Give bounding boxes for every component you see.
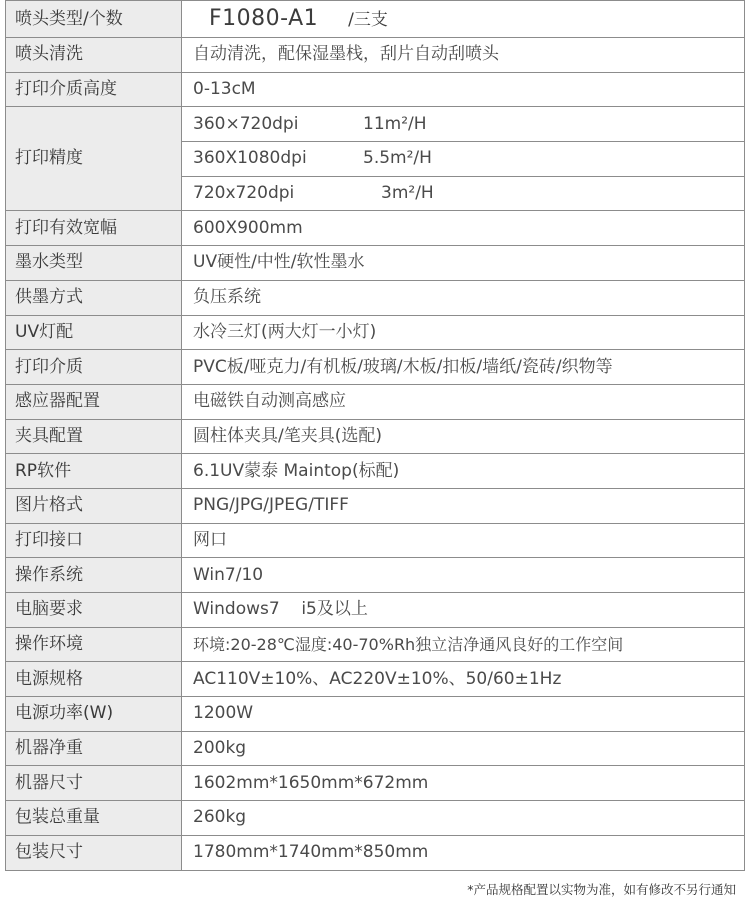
spec-label: 电源规格	[6, 662, 182, 697]
precision-entry	[182, 142, 745, 177]
footnote: *产品规格配置以实物为准，如有修改不另行通知	[467, 882, 736, 897]
spec-row	[6, 627, 745, 662]
spec-value-model	[182, 1, 745, 38]
spec-value: 200kg	[182, 731, 745, 766]
spec-value: PNG/JPG/JPEG/TIFF	[182, 488, 745, 523]
spec-row	[6, 419, 745, 454]
spec-label: 打印介质高度	[6, 72, 182, 107]
spec-row	[6, 662, 745, 697]
spec-value: 环境:20-28℃湿度:40-70%Rh独立洁净通风良好的工作空间	[182, 627, 745, 662]
spec-row	[6, 315, 745, 350]
precision-resolution: 360×720dpi	[193, 113, 299, 134]
spec-value: 1602mm*1650mm*672mm	[182, 766, 745, 801]
spec-value: 自动清洗，配保湿墨栈，刮片自动刮喷头	[182, 38, 745, 73]
spec-value: Win7/10	[182, 558, 745, 593]
spec-value: 260kg	[182, 801, 745, 836]
spec-value: 水冷三灯(两大灯一小灯)	[182, 315, 745, 350]
spec-row	[6, 350, 745, 385]
spec-row	[6, 731, 745, 766]
spec-label: 机器尺寸	[6, 766, 182, 801]
spec-label: 包装总重量	[6, 801, 182, 836]
spec-value: 网口	[182, 523, 745, 558]
spec-value: AC110V±10%、AC220V±10%、50/60±1Hz	[182, 662, 745, 697]
spec-label: 包装尺寸	[6, 835, 182, 870]
spec-row	[6, 280, 745, 315]
precision-entry	[182, 176, 745, 211]
spec-value: 6.1UV蒙泰 Maintop(标配)	[182, 454, 745, 489]
precision-resolution: 720x720dpi	[193, 183, 295, 204]
spec-row	[6, 558, 745, 593]
spec-label: 打印接口	[6, 523, 182, 558]
spec-row	[6, 38, 745, 73]
spec-row	[6, 697, 745, 732]
precision-speed: 11m²/H	[363, 113, 427, 134]
spec-label: 电脑要求	[6, 593, 182, 628]
spec-label: RP软件	[6, 454, 182, 489]
spec-value: Windows7 i5及以上	[182, 593, 745, 628]
spec-label: 操作系统	[6, 558, 182, 593]
spec-value: PVC板/哑克力/有机板/玻璃/木板/扣板/墙纸/瓷砖/织物等	[182, 350, 745, 385]
spec-row	[6, 593, 745, 628]
spec-label: 图片格式	[6, 488, 182, 523]
precision-resolution: 360X1080dpi	[193, 148, 307, 169]
spec-table	[5, 0, 745, 871]
spec-label: 电源功率(W)	[6, 697, 182, 732]
spec-label: 打印有效宽幅	[6, 211, 182, 246]
spec-row	[6, 72, 745, 107]
nozzle-count: /三支	[348, 10, 388, 30]
spec-label: 墨水类型	[6, 246, 182, 281]
spec-label: 感应器配置	[6, 384, 182, 419]
spec-label: 供墨方式	[6, 280, 182, 315]
precision-speed: 5.5m²/H	[363, 148, 432, 169]
spec-row	[6, 246, 745, 281]
spec-row	[6, 801, 745, 836]
spec-value: 负压系统	[182, 280, 745, 315]
spec-label: UV灯配	[6, 315, 182, 350]
spec-label: 打印介质	[6, 350, 182, 385]
spec-label: 机器净重	[6, 731, 182, 766]
spec-value: 圆柱体夹具/笔夹具(选配)	[182, 419, 745, 454]
model-number: F1080-A1	[209, 6, 319, 31]
precision-entry	[182, 107, 745, 142]
spec-row	[6, 384, 745, 419]
spec-row	[6, 766, 745, 801]
spec-row-precision	[6, 107, 745, 142]
spec-value: 1780mm*1740mm*850mm	[182, 835, 745, 870]
spec-value: 电磁铁自动测高感应	[182, 384, 745, 419]
spec-label: 喷头类型/个数	[6, 1, 182, 38]
spec-label-precision: 打印精度	[6, 107, 182, 211]
spec-label: 夹具配置	[6, 419, 182, 454]
spec-row	[6, 454, 745, 489]
precision-speed: 3m²/H	[381, 183, 434, 204]
spec-row	[6, 211, 745, 246]
spec-row-nozzle-type	[6, 1, 745, 38]
spec-label: 操作环境	[6, 627, 182, 662]
spec-label: 喷头清洗	[6, 38, 182, 73]
spec-row	[6, 488, 745, 523]
spec-value: 0-13cM	[182, 72, 745, 107]
spec-value: UV硬性/中性/软性墨水	[182, 246, 745, 281]
spec-row	[6, 835, 745, 870]
spec-value: 600X900mm	[182, 211, 745, 246]
spec-row	[6, 523, 745, 558]
spec-value: 1200W	[182, 697, 745, 732]
